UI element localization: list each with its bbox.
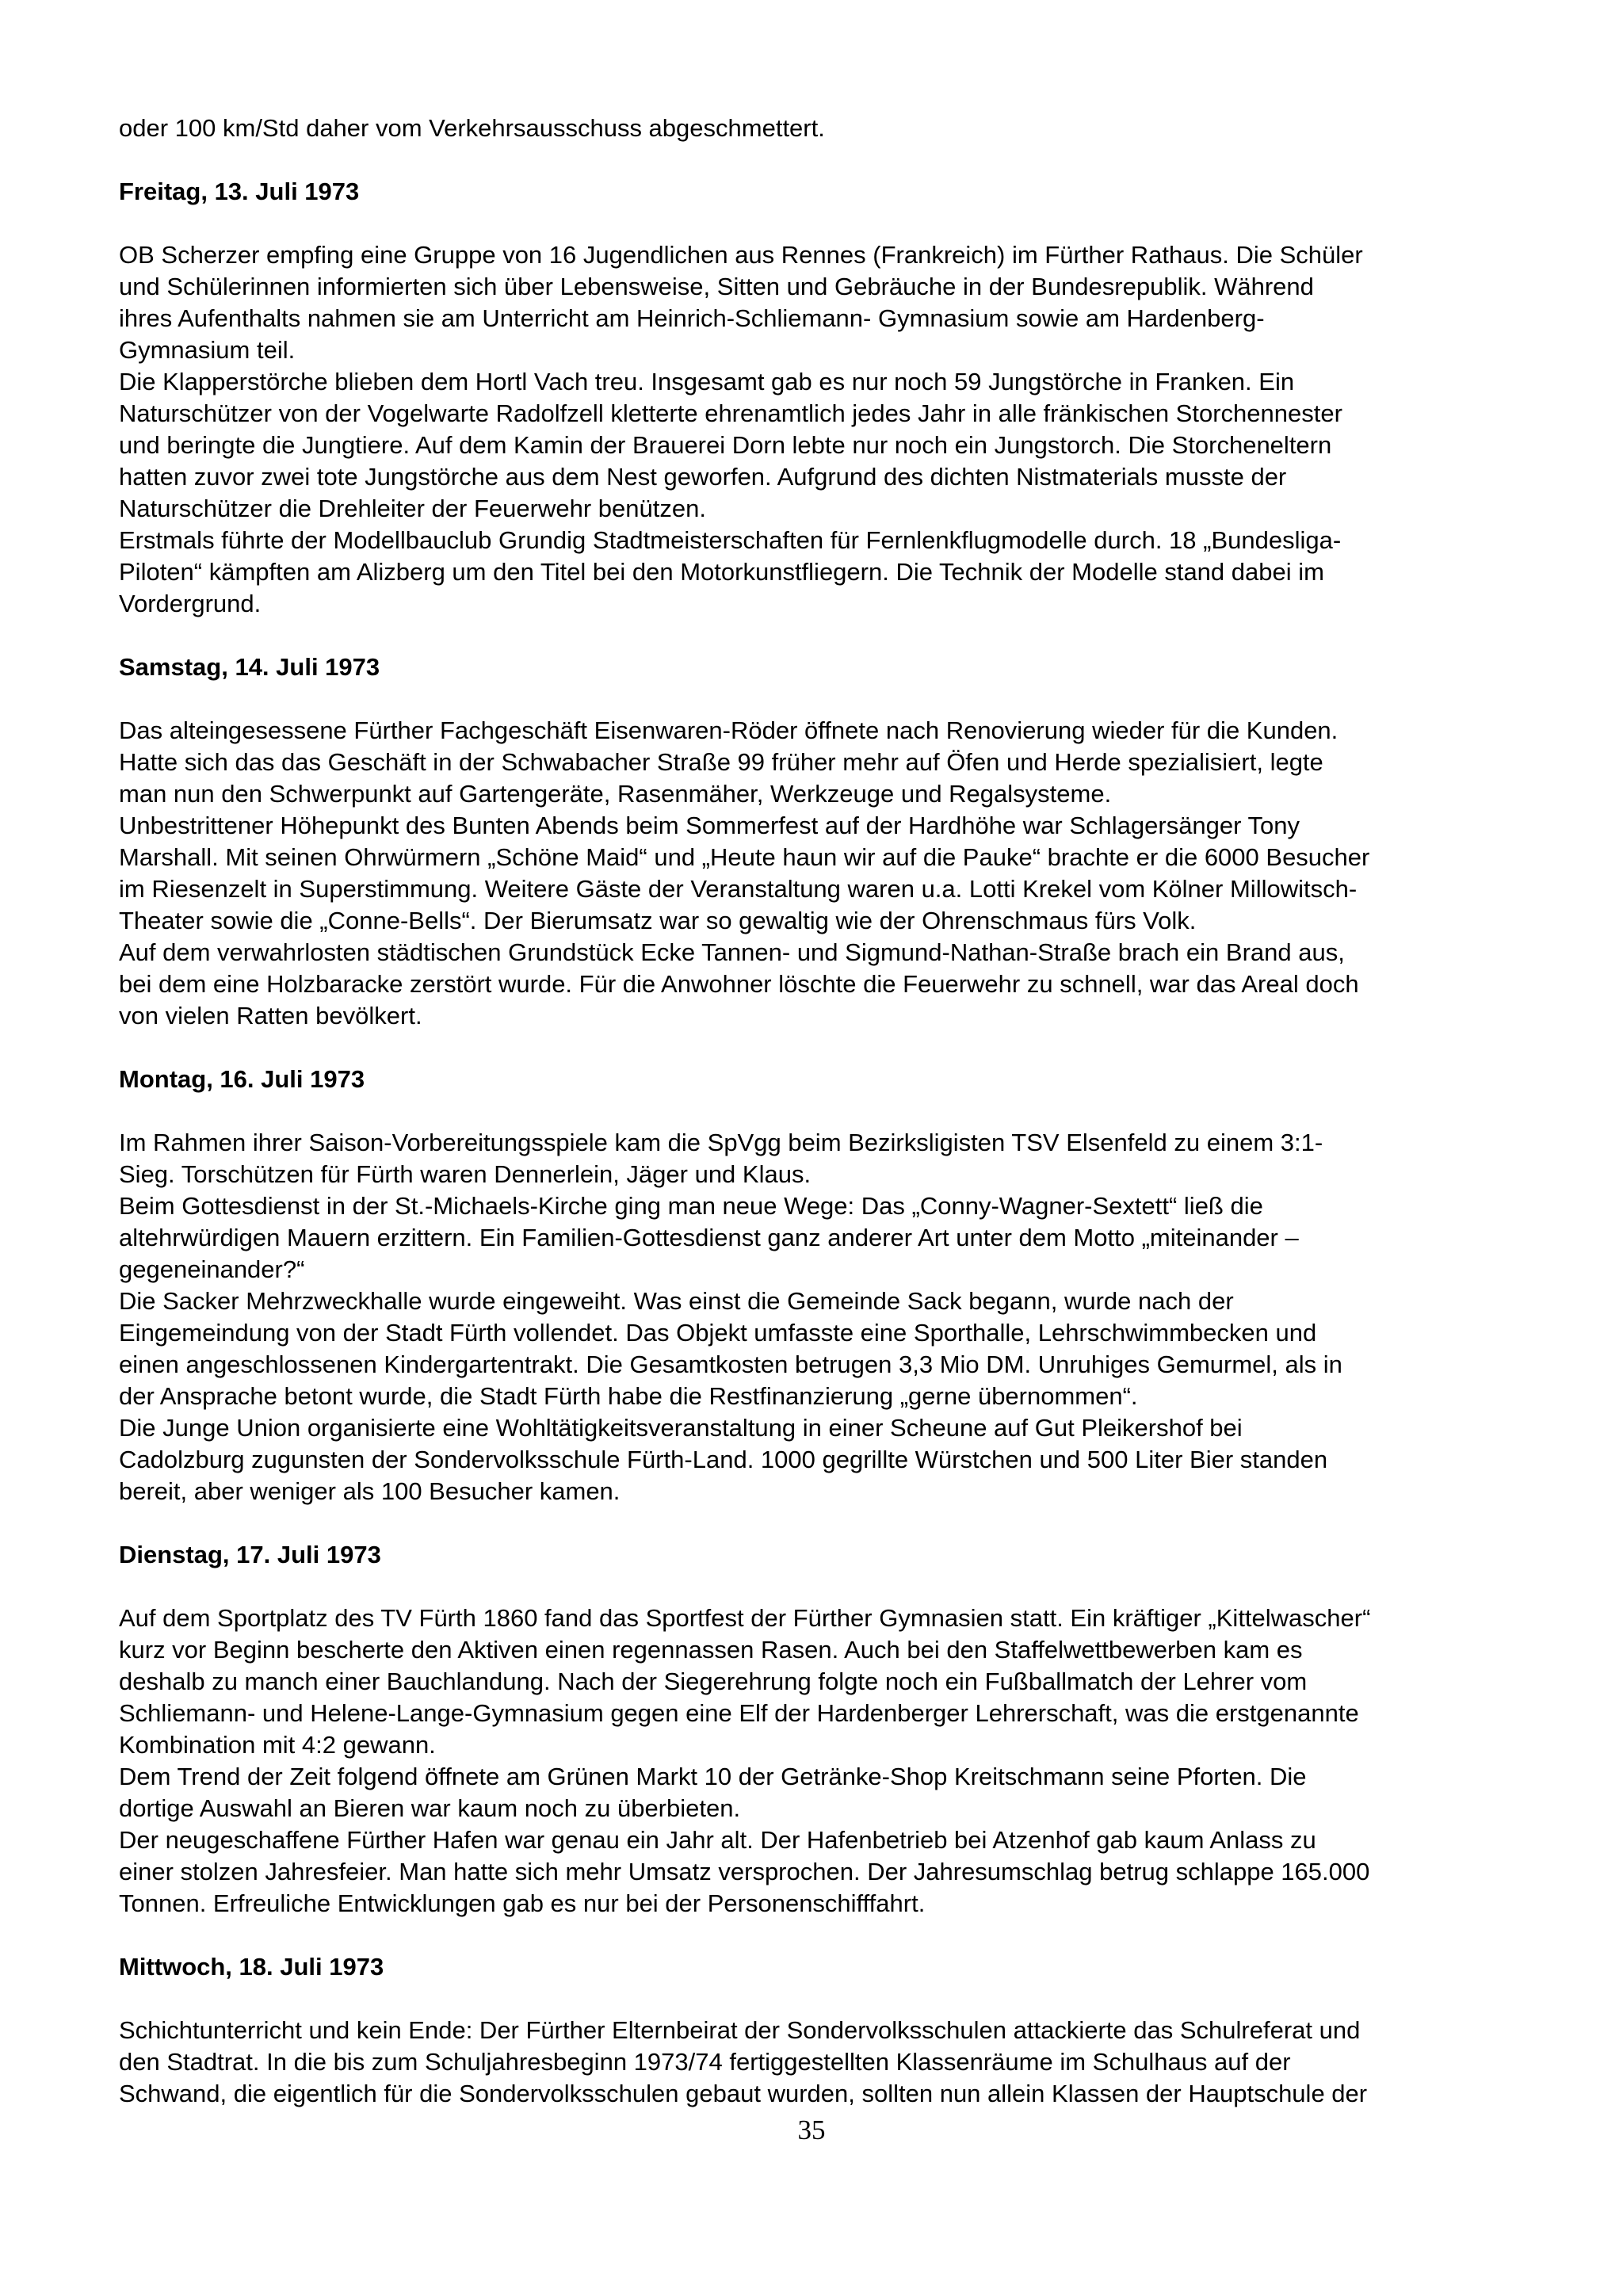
date-heading: Freitag, 13. Juli 1973 [119,178,360,205]
section-text [119,1603,1526,1920]
date-section [119,1539,1526,1920]
text-line: Die Sacker Mehrzweckhalle wurde eingeweiht. Was einst die Gemeinde Sack begann, wurde nach der [119,1287,1234,1315]
text-line: von vielen Ratten bevölkert. [119,1002,422,1030]
text-line: dortige Auswahl an Bieren war kaum noch zu überbieten. [119,1794,741,1822]
text-line: Dem Trend der Zeit folgend öffnete am Grünen Markt 10 der Getränke-Shop Kreitschmann seine Pforten. Die [119,1763,1307,1790]
text-line: Sieg. Torschützen für Fürth waren Dennerlein, Jäger und Klaus. [119,1160,812,1188]
section-text [119,1127,1526,1507]
text-line: Der neugeschaffene Fürther Hafen war genau ein Jahr alt. Der Hafenbetrieb bei Atzenhof gab kaum Anlass zu [119,1826,1316,1854]
date-heading: Montag, 16. Juli 1973 [119,1065,365,1093]
text-line: Tonnen. Erfreuliche Entwicklungen gab es nur bei der Personenschifffahrt. [119,1889,926,1917]
text-line: und Schülerinnen informierten sich über Lebensweise, Sitten und Gebräuche in der Bundesrepublik. Während [119,273,1314,300]
text-line: Das alteingesessene Fürther Fachgeschäft Eisenwaren-Röder öffnete nach Renovierung wieder für die Kunden. [119,716,1338,744]
text-line: OB Scherzer empfing eine Gruppe von 16 Jugendlichen aus Rennes (Frankreich) im Fürther Rathaus. Die Schüler [119,241,1363,269]
text-line: Cadolzburg zugunsten der Sondervolksschule Fürth-Land. 1000 gegrillte Würstchen und 500 Liter Bier standen [119,1446,1328,1473]
date-section [119,1064,1526,1507]
date-section [119,651,1526,1032]
text-line: Die Klapperstörche blieben dem Hortl Vach treu. Insgesamt gab es nur noch 59 Jungstörche in Franken. Ein [119,368,1295,395]
text-line: kurz vor Beginn bescherte den Aktiven einen regennassen Rasen. Auch bei den Staffelwettbewerben kam es [119,1636,1303,1664]
text-line: altehrwürdigen Mauern erzittern. Ein Familien-Gottesdienst ganz anderer Art unter dem Motto „miteinander – [119,1224,1299,1251]
text-line: Auf dem Sportplatz des TV Fürth 1860 fand das Sportfest der Fürther Gymnasien statt. Ein kräftiger „Kittelwascher“ [119,1604,1371,1632]
document-body [119,113,1526,2110]
text-line: bereit, aber weniger als 100 Besucher kamen. [119,1477,621,1505]
text-line: Naturschützer von der Vogelwarte Radolfzell kletterte ehrenamtlich jedes Jahr in alle fränkischen Storchennester [119,399,1342,427]
text-line: Eingemeindung von der Stadt Fürth vollendet. Das Objekt umfasste eine Sporthalle, Lehrschwimmbecken und [119,1319,1317,1347]
text-line: der Ansprache betont wurde, die Stadt Fürth habe die Restfinanzierung „gerne übernommen“. [119,1382,1138,1410]
text-line: Beim Gottesdienst in der St.-Michaels-Kirche ging man neue Wege: Das „Conny-Wagner-Sextett“ ließ die [119,1192,1263,1220]
text-line: Erstmals führte der Modellbauclub Grundig Stadtmeisterschaften für Fernlenkflugmodelle durch. 18 „Bundesliga- [119,526,1342,554]
date-heading: Mittwoch, 18. Juli 1973 [119,1953,384,1981]
text-line: Unbestrittener Höhepunkt des Bunten Abends beim Sommerfest auf der Hardhöhe war Schlagersänger Tony [119,812,1300,839]
text-line: Schichtunterricht und kein Ende: Der Fürther Elternbeirat der Sondervolksschulen attackierte das Schulreferat und [119,2016,1361,2044]
sections-container [119,176,1526,2110]
text-line: man nun den Schwerpunkt auf Gartengeräte, Rasenmäher, Werkzeuge und Regalsysteme. [119,780,1112,808]
date-section [119,176,1526,620]
text-line: einen angeschlossenen Kindergartentrakt. Die Gesamtkosten betrugen 3,3 Mio DM. Unruhiges Gemurmel, als in [119,1350,1342,1378]
text-line: und beringte die Jungtiere. Auf dem Kamin der Brauerei Dorn lebte nur noch ein Jungstorch. Die Storcheneltern [119,431,1332,459]
text-line: Die Junge Union organisierte eine Wohltätigkeitsveranstaltung in einer Scheune auf Gut Pleikershof bei [119,1414,1243,1442]
date-heading: Dienstag, 17. Juli 1973 [119,1541,381,1568]
text-line: ihres Aufenthalts nahmen sie am Unterricht am Heinrich-Schliemann- Gymnasium sowie am Hardenberg- [119,304,1265,332]
text-line: Schliemann- und Helene-Lange-Gymnasium gegen eine Elf der Hardenberger Lehrerschaft, was die erstgenannte [119,1699,1359,1727]
section-text [119,2015,1526,2110]
section-text [119,239,1526,620]
text-line: Kombination mit 4:2 gewann. [119,1731,436,1759]
text-line: Theater sowie die „Conne-Bells“. Der Bierumsatz war so gewaltig wie der Ohrenschmaus fürs Volk. [119,907,1197,934]
text-line: hatten zuvor zwei tote Jungstörche aus dem Nest geworfen. Aufgrund des dichten Nistmaterials musste der [119,463,1287,491]
text-line: gegeneinander?“ [119,1255,305,1283]
date-section [119,1951,1526,2110]
text-line: Piloten“ kämpften am Alizberg um den Titel bei den Motorkunstfliegern. Die Technik der Modelle stand dabei im [119,558,1324,586]
text-line: Schwand, die eigentlich für die Sondervolksschulen gebaut wurden, sollten nun allein Klassen der Hauptschule der [119,2080,1368,2107]
date-heading: Samstag, 14. Juli 1973 [119,653,380,681]
section-text [119,715,1526,1032]
text-line: Gymnasium teil. [119,336,296,364]
text-line: bei dem eine Holzbaracke zerstört wurde. Für die Anwohner löschte die Feuerwehr zu schnell, war das Areal doch [119,970,1359,998]
text-line: Hatte sich das das Geschäft in der Schwabacher Straße 99 früher mehr auf Öfen und Herde spezialisiert, legte [119,748,1323,776]
text-line: Im Rahmen ihrer Saison-Vorbereitungsspiele kam die SpVgg beim Bezirksligisten TSV Elsenfeld zu einem 3:1- [119,1129,1323,1156]
continuation-line: oder 100 km/Std daher vom Verkehrsausschuss abgeschmettert. [119,114,825,142]
text-line: Vordergrund. [119,590,262,617]
text-line: deshalb zu manch einer Bauchlandung. Nach der Siegerehrung folgte noch ein Fußballmatch der Lehrer vom [119,1668,1308,1695]
text-line: den Stadtrat. In die bis zum Schuljahresbeginn 1973/74 fertiggestellten Klassenräume im Schulhaus auf der [119,2048,1291,2076]
text-line: einer stolzen Jahresfeier. Man hatte sich mehr Umsatz versprochen. Der Jahresumschlag betrug schlappe 165.000 [119,1858,1370,1885]
text-line: Marshall. Mit seinen Ohrwürmern „Schöne Maid“ und „Heute haun wir auf die Pauke“ brachte er die 6000 Besucher [119,843,1370,871]
text-line: Auf dem verwahrlosten städtischen Grundstück Ecke Tannen- und Sigmund-Nathan-Straße brach ein Brand aus, [119,938,1345,966]
text-line: im Riesenzelt in Superstimmung. Weitere Gäste der Veranstaltung waren u.a. Lotti Krekel vom Kölner Millowitsch- [119,875,1358,903]
page-number: 35 [797,2115,826,2145]
text-line: Naturschützer die Drehleiter der Feuerwehr benützen. [119,495,706,522]
